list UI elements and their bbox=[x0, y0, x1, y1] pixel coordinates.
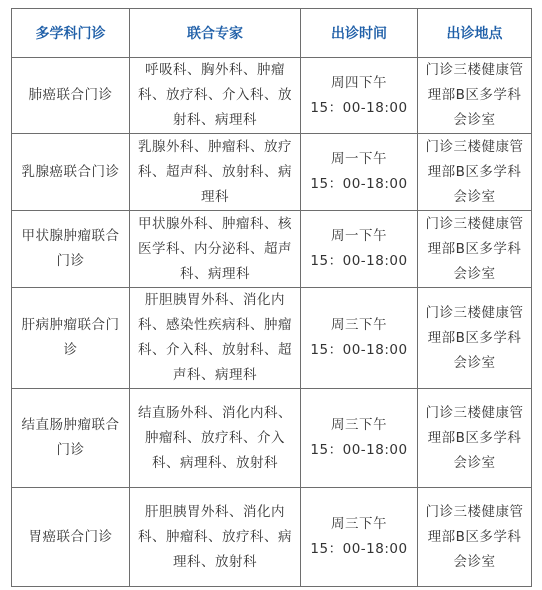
experts-cell: 肝胆胰胃外科、消化内科、感染性疾病科、肿瘤科、介入科、放射科、超声科、病理科 bbox=[130, 288, 301, 389]
clinic-day: 周三下午 bbox=[331, 516, 387, 532]
location-cell: 门诊三楼健康管理部B区多学科会诊室 bbox=[418, 288, 532, 389]
clinic-hours: 15：00-18:00 bbox=[310, 342, 408, 358]
table-header bbox=[12, 9, 532, 58]
time-cell bbox=[301, 211, 418, 288]
table-row bbox=[12, 211, 532, 288]
clinic-hours: 15：00-18:00 bbox=[310, 253, 408, 269]
clinic-hours: 15：00-18:00 bbox=[310, 99, 408, 116]
clinic-name-cell: 结直肠肿瘤联合门诊 bbox=[12, 389, 130, 488]
clinic-name-cell: 肝病肿瘤联合门诊 bbox=[12, 288, 130, 389]
clinic-hours: 15：00-18:00 bbox=[310, 541, 408, 557]
time-cell bbox=[301, 134, 418, 211]
time-cell bbox=[301, 389, 418, 488]
time-cell bbox=[301, 58, 418, 134]
location-cell: 门诊三楼健康管理部B区多学科会诊室 bbox=[418, 488, 532, 587]
table-row bbox=[12, 134, 532, 211]
table-row bbox=[12, 488, 532, 587]
location-cell: 门诊三楼健康管理部B区多学科会诊室 bbox=[418, 211, 532, 288]
table-row bbox=[12, 288, 532, 389]
header-experts: 联合专家 bbox=[130, 9, 301, 58]
clinic-day: 周三下午 bbox=[331, 317, 387, 333]
clinic-name-cell: 肺癌联合门诊 bbox=[12, 58, 130, 134]
table-row bbox=[12, 58, 532, 134]
experts-cell: 甲状腺外科、肿瘤科、核医学科、内分泌科、超声科、病理科 bbox=[130, 211, 301, 288]
table-row bbox=[12, 389, 532, 488]
header-time: 出诊时间 bbox=[301, 9, 418, 58]
table-body bbox=[12, 58, 532, 587]
clinic-day: 周一下午 bbox=[331, 151, 387, 167]
header-location: 出诊地点 bbox=[418, 9, 532, 58]
clinic-day: 周一下午 bbox=[331, 228, 387, 244]
location-cell: 门诊三楼健康管理部B区多学科会诊室 bbox=[418, 134, 532, 211]
time-cell bbox=[301, 488, 418, 587]
time-cell bbox=[301, 288, 418, 389]
clinic-schedule-table bbox=[11, 8, 532, 587]
clinic-day: 周三下午 bbox=[331, 417, 387, 433]
clinic-hours: 15：00-18:00 bbox=[310, 442, 408, 458]
experts-cell: 呼吸科、胸外科、肿瘤科、放疗科、介入科、放射科、病理科 bbox=[130, 58, 301, 134]
experts-cell: 肝胆胰胃外科、消化内科、肿瘤科、放疗科、病理科、放射科 bbox=[130, 488, 301, 587]
location-cell: 门诊三楼健康管理部B区多学科会诊室 bbox=[418, 58, 532, 134]
clinic-hours: 15：00-18:00 bbox=[310, 176, 408, 192]
header-row bbox=[12, 9, 532, 58]
clinic-name-cell: 甲状腺肿瘤联合门诊 bbox=[12, 211, 130, 288]
experts-cell: 乳腺外科、肿瘤科、放疗科、超声科、放射科、病理科 bbox=[130, 134, 301, 211]
location-cell: 门诊三楼健康管理部B区多学科会诊室 bbox=[418, 389, 532, 488]
header-clinic: 多学科门诊 bbox=[12, 9, 130, 58]
clinic-day: 周四下午 bbox=[331, 74, 387, 91]
clinic-name-cell: 乳腺癌联合门诊 bbox=[12, 134, 130, 211]
experts-cell: 结直肠外科、消化内科、肿瘤科、放疗科、介入科、病理科、放射科 bbox=[130, 389, 301, 488]
clinic-name-cell: 胃癌联合门诊 bbox=[12, 488, 130, 587]
